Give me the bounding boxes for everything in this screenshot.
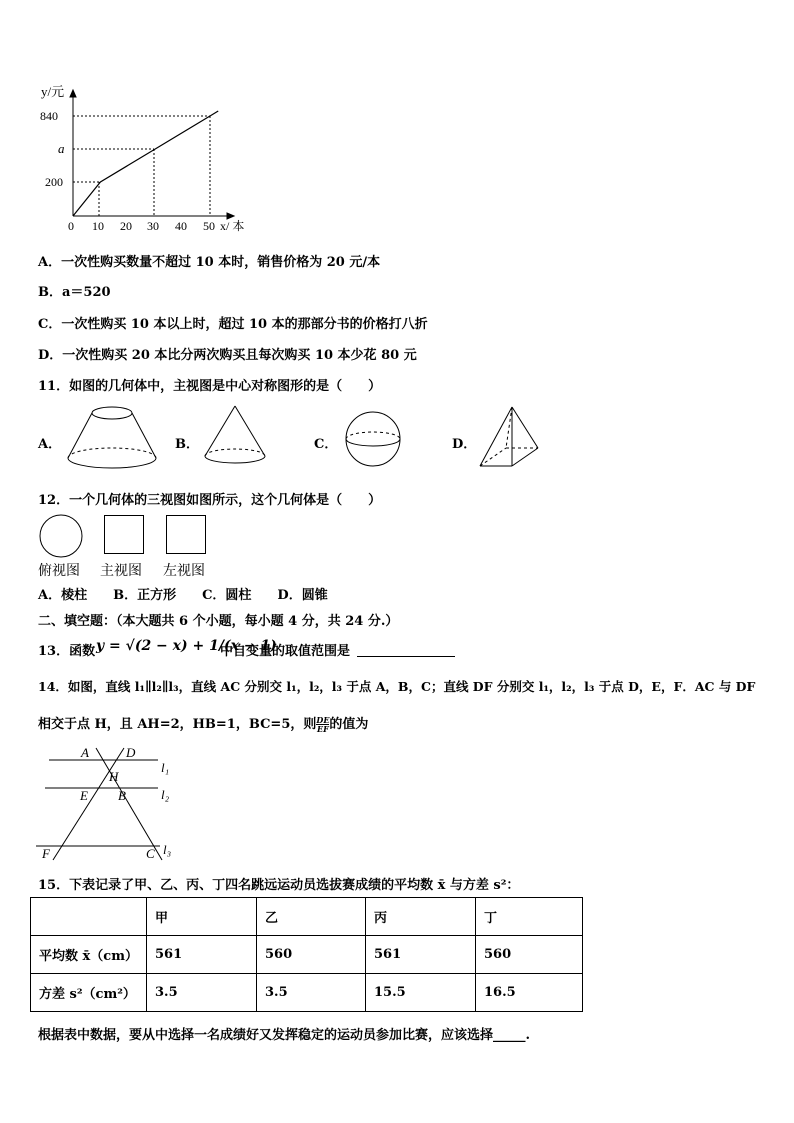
row-label-mean: 平均数 x̄（cm） (31, 936, 147, 974)
point-e-label: E (80, 788, 88, 803)
y-tick-a: a (58, 141, 65, 156)
x-tick-20: 20 (120, 219, 132, 233)
header-cell-jia: 甲 (147, 898, 257, 936)
q10-option-b: B．a＝520 (38, 285, 111, 300)
header-cell-empty (31, 898, 147, 936)
header-cell-yi: 乙 (257, 898, 366, 936)
line-l3-label: l₃ (163, 842, 172, 857)
table-row-mean (31, 936, 583, 974)
section-2-heading: 二、填空题：（本大题共 6 个小题，每小题 4 分，共 24 分.） (38, 614, 399, 629)
y-tick-840: 840 (40, 109, 58, 123)
q14-line-1: 14．如图，直线 l₁∥l₂∥l₃，直线 AC 分别交 l₁，l₂，l₃ 于点 A，B，C；直线 DF 分别交 l₁，l₂，l₃ 于点 D，E，F．AC 与 DF (38, 679, 756, 694)
line-l1-label: l₁ (161, 760, 170, 775)
point-f-label: F (42, 846, 50, 861)
q15-conclusion: 根据表中数据，要从中选择一名成绩好又发挥稳定的运动员参加比赛，应该选择_____. (38, 1028, 531, 1043)
row-label-variance: 方差 s²（cm²） (31, 974, 147, 1012)
line-df (53, 748, 124, 860)
point-b-label: B (118, 788, 126, 803)
q14-line-2-suffix: 的值为 (329, 717, 369, 732)
q11-stem: 11．如图的几何体中，主视图是中心对称图形的是（ ） (38, 379, 382, 394)
cone-figure (201, 402, 269, 468)
y-axis-arrow (70, 90, 76, 97)
sphere-figure (342, 408, 404, 470)
q11-label-a: A． (38, 437, 62, 452)
point-c-label: C (146, 846, 155, 861)
frustum-figure (64, 402, 160, 472)
header-cell-ding: 丁 (476, 898, 583, 936)
table-cell: 561 (147, 936, 257, 974)
x-tick-50: 50 (203, 219, 215, 233)
x-axis-label: x/ 本 (220, 219, 245, 233)
front-view-square (104, 515, 144, 554)
q13-prefix: 13．函数 (38, 644, 96, 659)
x-tick-10: 10 (92, 219, 104, 233)
x-tick-0: 0 (68, 219, 74, 233)
table-cell: 3.5 (257, 974, 366, 1012)
x-tick-40: 40 (175, 219, 187, 233)
point-h-label: H (109, 769, 119, 784)
point-d-label: D (126, 745, 136, 760)
q10-option-c: C．一次性购买 10 本以上时，超过 10 本的那部分书的价格打八折 (38, 317, 428, 332)
top-view-label: 俯视图 (38, 563, 80, 579)
q12-stem: 12．一个几何体的三视图如图所示，这个几何体是（ ） (38, 493, 382, 508)
q11-label-c: C． (314, 437, 338, 452)
table-header-row (31, 898, 583, 936)
side-view-label: 左视图 (163, 563, 205, 579)
q12-options: A．棱柱 B．正方形 C．圆柱 D．圆锥 (38, 588, 328, 603)
q11-label-d: D． (452, 437, 477, 452)
table-cell: 560 (257, 936, 366, 974)
q11-label-b: B． (175, 437, 199, 452)
front-view-label: 主视图 (100, 563, 142, 579)
side-view-square (166, 515, 206, 554)
table-cell: 16.5 (476, 974, 583, 1012)
q13-answer-blank[interactable] (357, 642, 455, 657)
scores-table (30, 897, 583, 1012)
price-graph (30, 80, 260, 240)
table-cell: 15.5 (366, 974, 476, 1012)
table-row-variance (31, 974, 583, 1012)
q15-stem: 15．下表记录了甲、乙、丙、丁四名跳远运动员选拔赛成绩的平均数 x̄ 与方差 s²： (38, 878, 520, 893)
line-l2-label: l₂ (161, 787, 170, 802)
ratio-numerator: DE (316, 715, 330, 725)
table-cell: 3.5 (147, 974, 257, 1012)
q14-line-2-prefix: 相交于点 H，且 AH=2，HB=1，BC=5，则 (38, 717, 317, 732)
table-cell: 561 (366, 936, 476, 974)
q10-option-a: A．一次性购买数量不超过 10 本时，销售价格为 20 元/本 (38, 255, 381, 270)
pyramid-figure (472, 402, 544, 472)
q13-formula: y = √(2 − x) + 1/(x − 1) (96, 638, 277, 654)
ratio-fraction (316, 716, 329, 733)
table-cell: 560 (476, 936, 583, 974)
point-a-label: A (81, 745, 89, 760)
ratio-denominator: EF (317, 724, 329, 734)
x-tick-30: 30 (147, 219, 159, 233)
q10-option-d: D．一次性购买 20 本比分两次购买且每次购买 10 本少花 80 元 (38, 348, 417, 363)
y-axis-label: y/元 (41, 84, 65, 99)
parallel-lines-figure (36, 744, 186, 862)
line-ac (96, 748, 162, 860)
header-cell-bing: 丙 (366, 898, 476, 936)
y-tick-200: 200 (45, 175, 63, 189)
q14-line-2 (38, 713, 368, 733)
q13-suffix: 中自变量的取值范围是 (220, 644, 351, 659)
series-line (73, 111, 218, 216)
top-view-circle (38, 513, 86, 561)
